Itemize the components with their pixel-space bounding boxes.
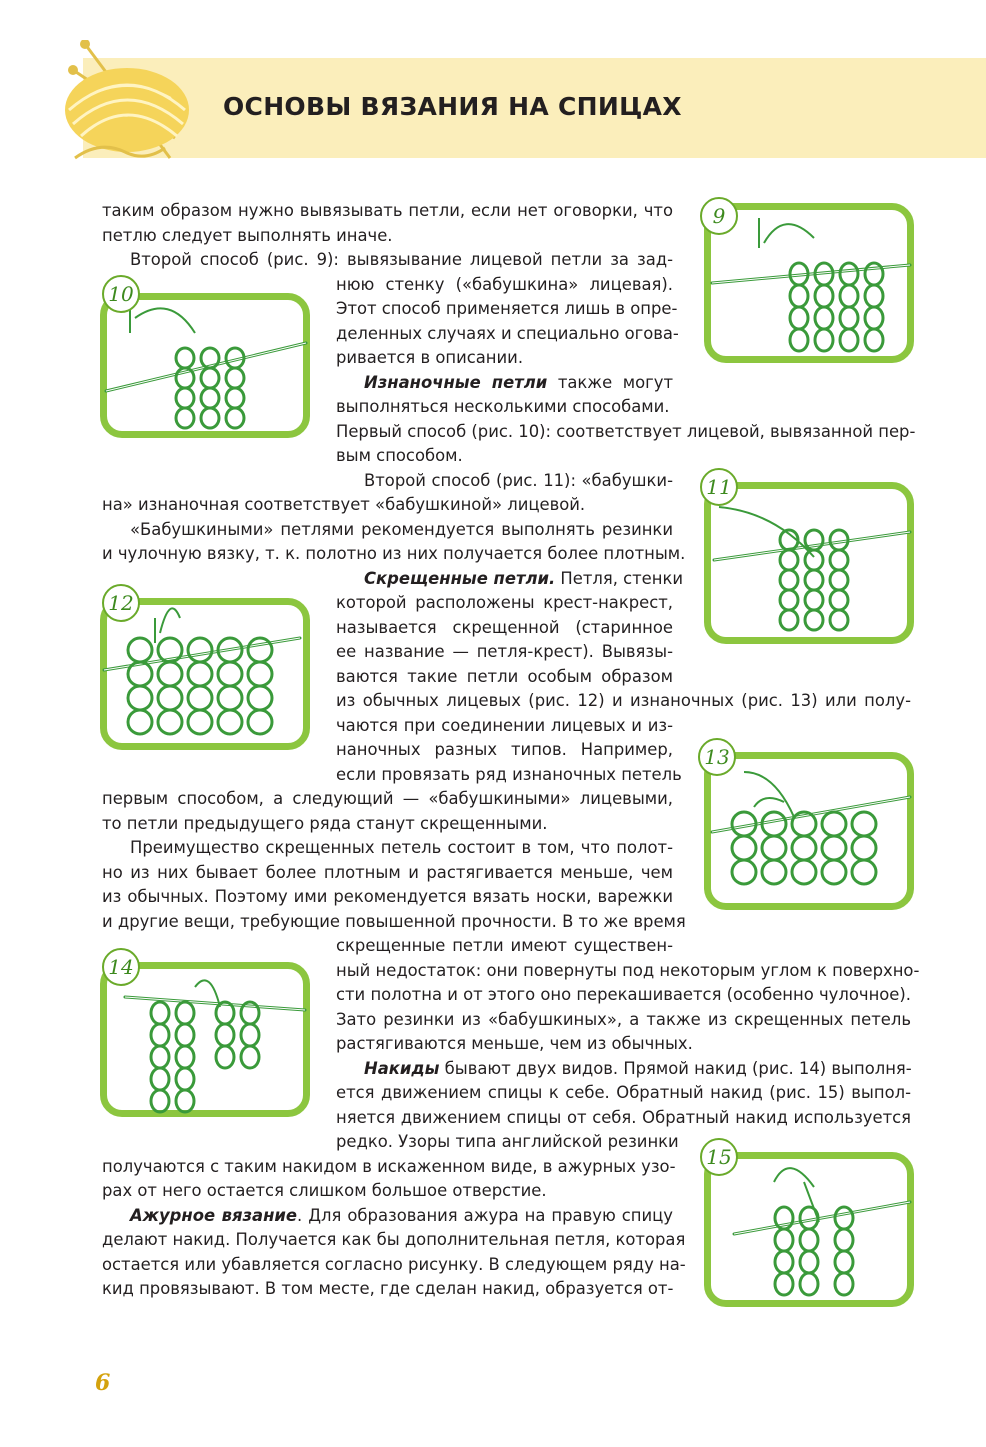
text-line: Зато резинки из «бабушкиных», а также из скрещенных петель bbox=[336, 1010, 911, 1029]
text-line: вым способом. bbox=[336, 446, 463, 465]
text-line: ный недостаток: они повернуты под некоторым углом к поверхно- bbox=[336, 961, 920, 980]
figure-11 bbox=[704, 475, 914, 644]
figure-15 bbox=[704, 1145, 914, 1307]
text-line: делают накид. Получается как бы дополнительная петля, которая bbox=[102, 1230, 686, 1249]
knitting-illustration bbox=[704, 1152, 914, 1307]
text-line: Преимущество скрещенных петель состоит в том, что полот- bbox=[130, 838, 673, 857]
text-line: но из них бывает более плотным и растягивается меньше, чем bbox=[102, 863, 673, 882]
text-line: Накиды бывают двух видов. Прямой накид (рис. 14) выполня- bbox=[364, 1059, 912, 1078]
figure-number-badge: 10 bbox=[102, 275, 140, 313]
knitting-illustration bbox=[100, 962, 310, 1117]
knitting-illustration bbox=[100, 598, 310, 750]
text-line: ее название — петля-крест). Вывязы- bbox=[336, 642, 673, 661]
text-line: Второй способ (рис. 9): вывязывание лицевой петли за зад- bbox=[130, 250, 673, 269]
text-line: из обычных. Поэтому ими рекомендуется вязать носки, варежки bbox=[102, 887, 673, 906]
text-line: Ажурное вязание. Для образования ажура на правую спицу bbox=[130, 1206, 673, 1225]
text-line: то петли предыдущего ряда станут скрещенными. bbox=[102, 814, 548, 833]
text-line: Этот способ применяется лишь в опре- bbox=[336, 299, 678, 318]
text-line: Скрещенные петли. Петля, стенки bbox=[364, 569, 684, 588]
text-line: которой расположены крест-накрест, bbox=[336, 593, 673, 612]
figure-number-badge: 13 bbox=[698, 738, 736, 776]
text-line: первым способом, а следующий — «бабушкиными» лицевыми, bbox=[102, 789, 673, 808]
text-line: «Бабушкиными» петлями рекомендуется выполнять резинки bbox=[130, 520, 673, 539]
text-line: на» изнаночная соответствует «бабушкиной» лицевой. bbox=[102, 495, 586, 514]
text-line: и чулочную вязку, т. к. полотно из них получается более плотным. bbox=[102, 544, 686, 563]
text-line: деленных случаях и специально огова- bbox=[336, 324, 679, 343]
text-line: если провязать ряд изнаночных петель bbox=[336, 765, 682, 784]
text-line: остается или убавляется согласно рисунку. В следующем ряду на- bbox=[102, 1255, 686, 1274]
text-line: кид провязывают. В том месте, где сделан накид, образуется от- bbox=[102, 1279, 674, 1298]
knitting-illustration bbox=[704, 752, 914, 910]
text-line: таким образом нужно вывязывать петли, если нет оговорки, что bbox=[102, 201, 673, 220]
page-title: ОСНОВЫ ВЯЗАНИЯ НА СПИЦАХ bbox=[223, 92, 682, 121]
page-number: 6 bbox=[95, 1370, 111, 1396]
figure-13 bbox=[704, 745, 914, 910]
text-line: растягиваются меньше, чем из обычных. bbox=[336, 1034, 693, 1053]
figure-number-badge: 9 bbox=[700, 197, 738, 235]
text-line: няется движением спицы от себя. Обратный накид используется bbox=[336, 1108, 911, 1127]
figure-number-badge: 14 bbox=[102, 948, 140, 986]
text-line: рах от него остается слишком большое отверстие. bbox=[102, 1181, 547, 1200]
figure-9 bbox=[704, 203, 914, 363]
text-line: называется скрещенной (старинное bbox=[336, 618, 673, 637]
text-line: выполняться несколькими способами. bbox=[336, 397, 670, 416]
text-line: Второй способ (рис. 11): «бабушки- bbox=[364, 471, 673, 490]
figure-10 bbox=[100, 282, 310, 438]
text-line: Изнаночные петли также могут bbox=[364, 373, 673, 392]
text-line: и другие вещи, требующие повышенной прочности. В то же время bbox=[102, 912, 686, 931]
text-line: нюю стенку («бабушкина» лицевая). bbox=[336, 275, 673, 294]
text-line: из обычных лицевых (рис. 12) и изнаночных (рис. 13) или полу- bbox=[336, 691, 911, 710]
text-line: петлю следует выполнять иначе. bbox=[102, 226, 393, 245]
text-line: Первый способ (рис. 10): соответствует лицевой, вывязанной пер- bbox=[336, 422, 916, 441]
knitting-illustration bbox=[704, 482, 914, 644]
figure-12 bbox=[100, 591, 310, 750]
text-line: скрещенные петли имеют существен- bbox=[336, 936, 673, 955]
figure-number-badge: 11 bbox=[700, 468, 738, 506]
text-line: сти полотна и от этого оно перекашивается (особенно чулочное). bbox=[336, 985, 911, 1004]
text-line: ривается в описании. bbox=[336, 348, 524, 367]
figure-number-badge: 15 bbox=[700, 1138, 738, 1176]
text-line: ется движением спицы к себе. Обратный накид (рис. 15) выпол- bbox=[336, 1083, 911, 1102]
text-line: чаются при соединении лицевых и из- bbox=[336, 716, 673, 735]
text-line: ваются такие петли особым образом bbox=[336, 667, 673, 686]
figure-number-badge: 12 bbox=[102, 584, 140, 622]
text-line: наночных разных типов. Например, bbox=[336, 740, 673, 759]
knitting-illustration bbox=[100, 293, 310, 438]
knitting-illustration bbox=[704, 203, 914, 363]
figure-14 bbox=[100, 955, 310, 1117]
text-line: редко. Узоры типа английской резинки bbox=[336, 1132, 679, 1151]
yarn-ball-logo bbox=[55, 40, 195, 175]
text-line: получаются с таким накидом в искаженном виде, в ажурных узо- bbox=[102, 1157, 676, 1176]
